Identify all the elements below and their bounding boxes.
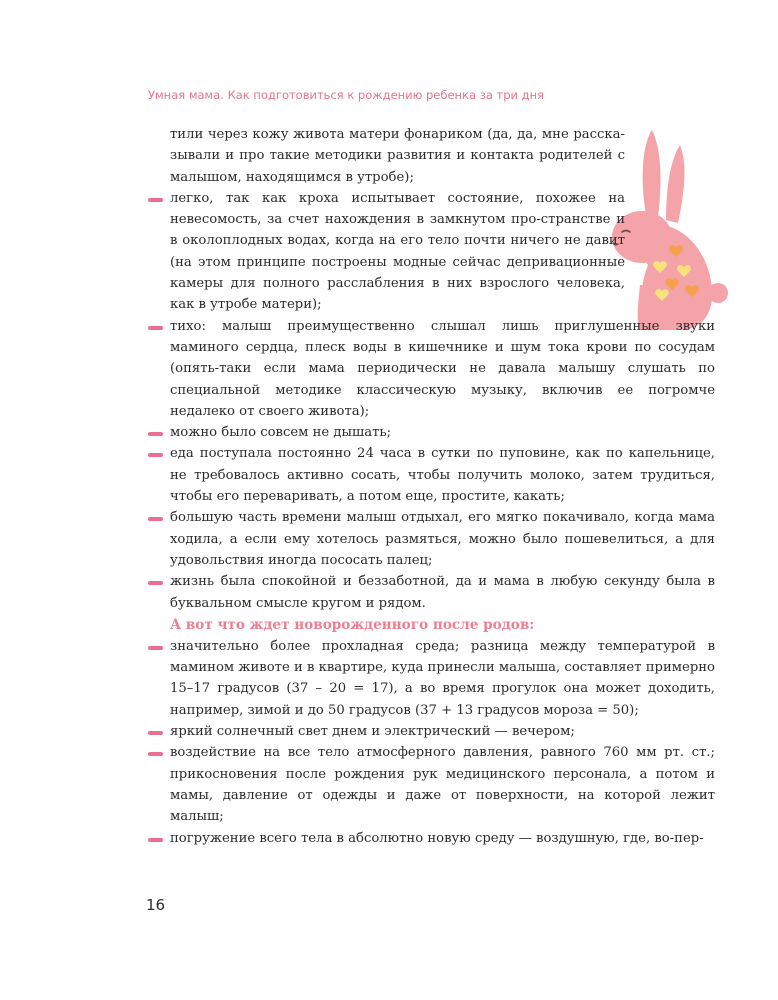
list-item: легко, так как кроха испытывает состояние, похожее на невесомость, за счет нахождения в замкнутом про-странстве и в околоплодных водах, когда на его тело почти ничего не давит (на этом принципе построены модные сейчас депривационные камеры для полного расслабления в них взрослого человека, как в утробе матери); xyxy=(170,188,625,316)
list-item: погружение всего тела в абсолютно новую среду — воздушную, где, во-пер- xyxy=(170,828,715,849)
running-header: Умная мама. Как подготовиться к рождению ребенка за три дня xyxy=(148,88,545,102)
list-item: тихо: малыш преимущественно слышал лишь приглушенные звуки маминого сердца, плеск воды в кишечнике и шум тока крови по сосудам (опять-таки если мама периодически не давала малышу слушать по специальной методике классическую музыку, включив ее погромче недалеко от своего живота); xyxy=(170,316,715,422)
list-item: яркий солнечный свет днем и электрический — вечером; xyxy=(170,721,715,742)
paragraph-continued: тили через кожу живота матери фонариком (да, да, мне расска-зывали и про такие методики развития и контакта родителей с малышом, находящимся в утробе); xyxy=(170,127,625,185)
list-item: значительно более прохладная среда; разница между температурой в мамином животе и в квартире, куда принесли малыша, составляет примерно 15–17 градусов (37 – 20 = 17), а во время прогулок она может доходить, например, зимой и до 50 градусов (37 + 13 градусов мороза = 50); xyxy=(170,636,715,721)
list-item: жизнь была спокойной и беззаботной, да и мама в любую секунду была в буквальном смысле кругом и рядом. xyxy=(170,571,715,614)
list-item: воздействие на все тело атмосферного давления, равного 760 мм рт. ст.; прикосновения после рождения рук медицинского персонала, а потом и мамы, давление от одежды и даже от поверхности, на которой лежит малыш; xyxy=(170,742,715,827)
list-item: можно было совсем не дышать; xyxy=(170,422,715,443)
body-text xyxy=(170,124,715,849)
page-number: 16 xyxy=(146,896,166,914)
section-heading: А вот что ждет новорожденного после родов: xyxy=(170,616,535,633)
list-item: еда поступала постоянно 24 часа в сутки по пуповине, как по капельнице, не требовалось активно сосать, чтобы получить молоко, затем трудиться, чтобы его переваривать, а потом еще, простите, какать; xyxy=(170,443,715,507)
list-item: большую часть времени малыш отдыхал, его мягко покачивало, когда мама ходила, а если ему хотелось размяться, можно было пошевелиться, а для удовольствия иногда пососать палец; xyxy=(170,507,715,571)
